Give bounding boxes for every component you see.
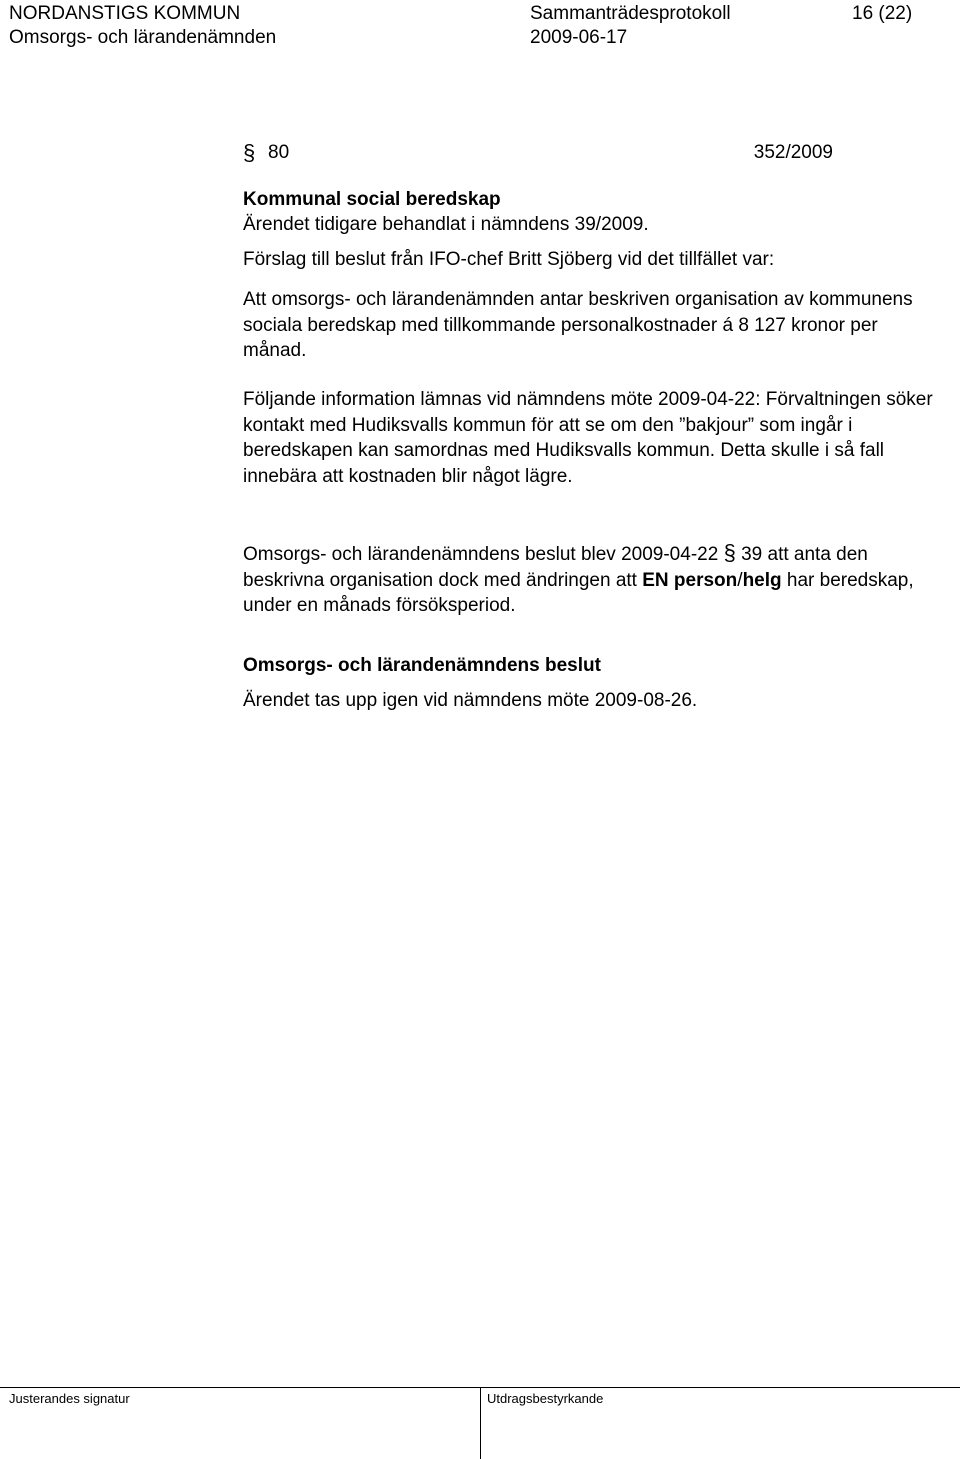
footer-column-divider: [480, 1387, 481, 1459]
decision-history-bold-2: helg: [742, 569, 782, 591]
decision-history-bold-1: EN person: [642, 569, 738, 591]
decision-history-text: [243, 540, 943, 619]
proposal-intro-text: Förslag till beslut från IFO-chef Britt Sjöberg vid det tillfället var:: [243, 249, 775, 270]
header-date: 2009-06-17: [530, 27, 628, 48]
decision-history-start: Omsorgs- och lärandenämndens beslut blev 2009-04-22: [243, 544, 719, 565]
decision-text: Ärendet tas upp igen vid nämndens möte 2009-08-26.: [243, 690, 698, 711]
footer-certification-label: Utdragsbestyrkande: [487, 1391, 604, 1406]
section-symbol: §: [243, 140, 256, 165]
section-title: Kommunal social beredskap: [243, 189, 501, 210]
section-number: 80: [268, 142, 290, 163]
decision-history-mid: 39 att anta den beskrivna organisation dock med ändringen att: [243, 544, 868, 591]
decision-history-symbol: §: [723, 540, 736, 565]
header-doc-type: Sammanträdesprotokoll: [530, 3, 731, 24]
footer-signature-label: Justerandes signatur: [9, 1391, 130, 1406]
section-row: [243, 140, 833, 166]
decision-history-end: har beredskap, under en månads försöksperiod.: [243, 569, 914, 617]
information-text: Följande information lämnas vid nämndens möte 2009-04-22: Förvaltningen söker kontakt med Hudiksvalls kommun för att se om den ”bakjour” som ingår i beredskapen kan samordnas med Hudiksvalls kommun. Detta skulle i så fall innebära att kostnaden blir något lägre.: [243, 389, 933, 487]
header-org: NORDANSTIGS KOMMUN: [9, 3, 241, 24]
proposal-text: Att omsorgs- och lärandenämnden antar beskriven organisation av kommunens sociala beredskap med tillkommande personalkostnader á 8 127 kronor per månad.: [243, 289, 913, 362]
header-page-number: 16 (22): [852, 3, 913, 24]
section-reference: 352/2009: [753, 142, 833, 163]
decision-heading: Omsorgs- och lärandenämndens beslut: [243, 655, 601, 676]
decision-history-slash: /: [737, 569, 743, 591]
previous-handling-text: Ärendet tidigare behandlat i nämndens 39/2009.: [243, 214, 649, 235]
header-committee: Omsorgs- och lärandenämnden: [9, 27, 277, 48]
